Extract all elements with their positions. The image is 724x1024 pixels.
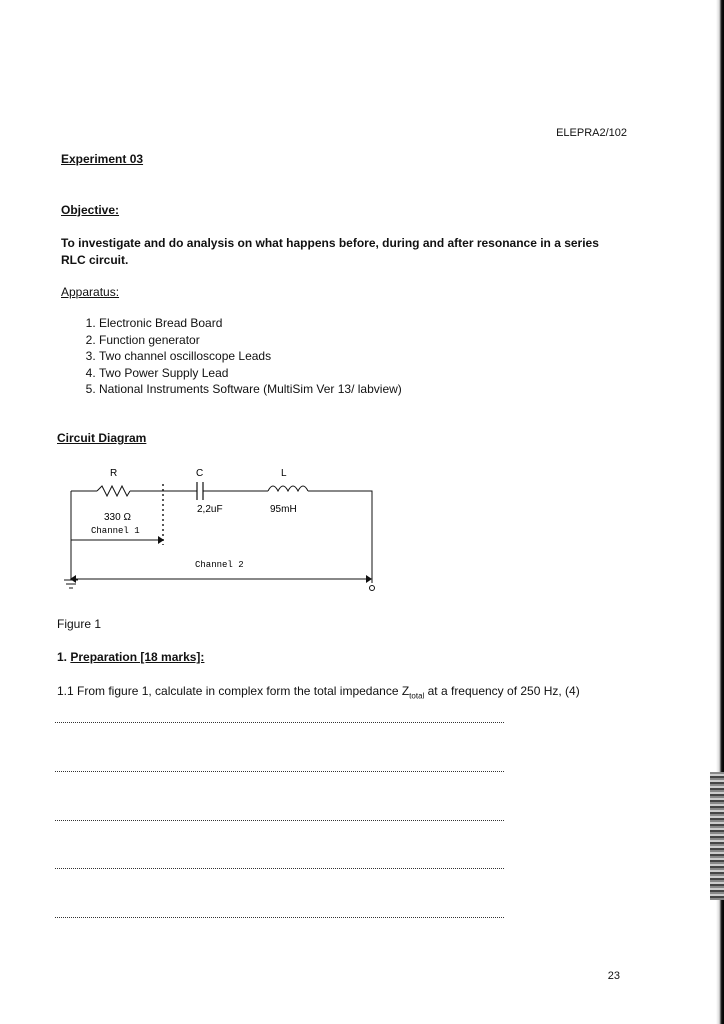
preparation-heading-row <box>57 650 204 664</box>
channel2-label: Channel 2 <box>195 560 244 570</box>
question-subscript: total <box>409 691 425 701</box>
resistor-value: 330 Ω <box>104 512 131 523</box>
channel1-label: Channel 1 <box>91 526 140 536</box>
objective-text: To investigate and do analysis on what happens before, during and after resonance in a series RLC circuit. <box>61 236 599 267</box>
preparation-heading: Preparation [18 marks]: <box>70 650 205 664</box>
answer-line[interactable] <box>55 917 504 918</box>
apparatus-heading: Apparatus: <box>61 285 120 299</box>
objective-heading: Objective: <box>61 203 120 217</box>
question-text: 1.1 From figure 1, calculate in complex form the total impedance Z <box>57 684 410 698</box>
scan-edge-artifact <box>710 772 724 900</box>
wire-right <box>308 491 372 583</box>
resistor-symbol <box>97 486 130 496</box>
figure-caption: Figure 1 <box>57 617 102 631</box>
channel1-arrow-head <box>158 536 164 544</box>
channel2-arrow-head-right <box>366 575 372 583</box>
page-number: 23 <box>607 970 620 982</box>
answer-line[interactable] <box>55 868 504 869</box>
apparatus-item: 2. Function generator <box>99 332 557 349</box>
capacitor-label: C <box>196 468 204 479</box>
apparatus-item: 5. National Instruments Software (MultiSim Ver 13/ labview) <box>99 381 557 398</box>
apparatus-item: 1. Electronic Bread Board <box>99 315 557 332</box>
inductor-symbol <box>268 486 308 491</box>
question-1-1 <box>57 684 580 700</box>
answer-line[interactable] <box>55 722 504 723</box>
resistor-label: R <box>110 468 118 479</box>
answer-line[interactable] <box>55 771 504 772</box>
terminal-node <box>370 586 375 591</box>
answer-line[interactable] <box>55 820 504 821</box>
experiment-title: Experiment 03 <box>61 152 144 166</box>
apparatus-item: 4. Two Power Supply Lead <box>99 365 557 382</box>
question-text-end: at a frequency of 250 Hz, (4) <box>424 684 580 698</box>
capacitor-value: 2,2uF <box>197 504 223 515</box>
apparatus-item: 3. Two channel oscilloscope Leads <box>99 348 557 365</box>
preparation-number: 1. <box>57 650 68 664</box>
course-code: ELEPRA2/102 <box>556 127 627 139</box>
inductor-value: 95mH <box>270 504 297 515</box>
inductor-label: L <box>281 468 287 479</box>
circuit-heading: Circuit Diagram <box>57 431 147 445</box>
